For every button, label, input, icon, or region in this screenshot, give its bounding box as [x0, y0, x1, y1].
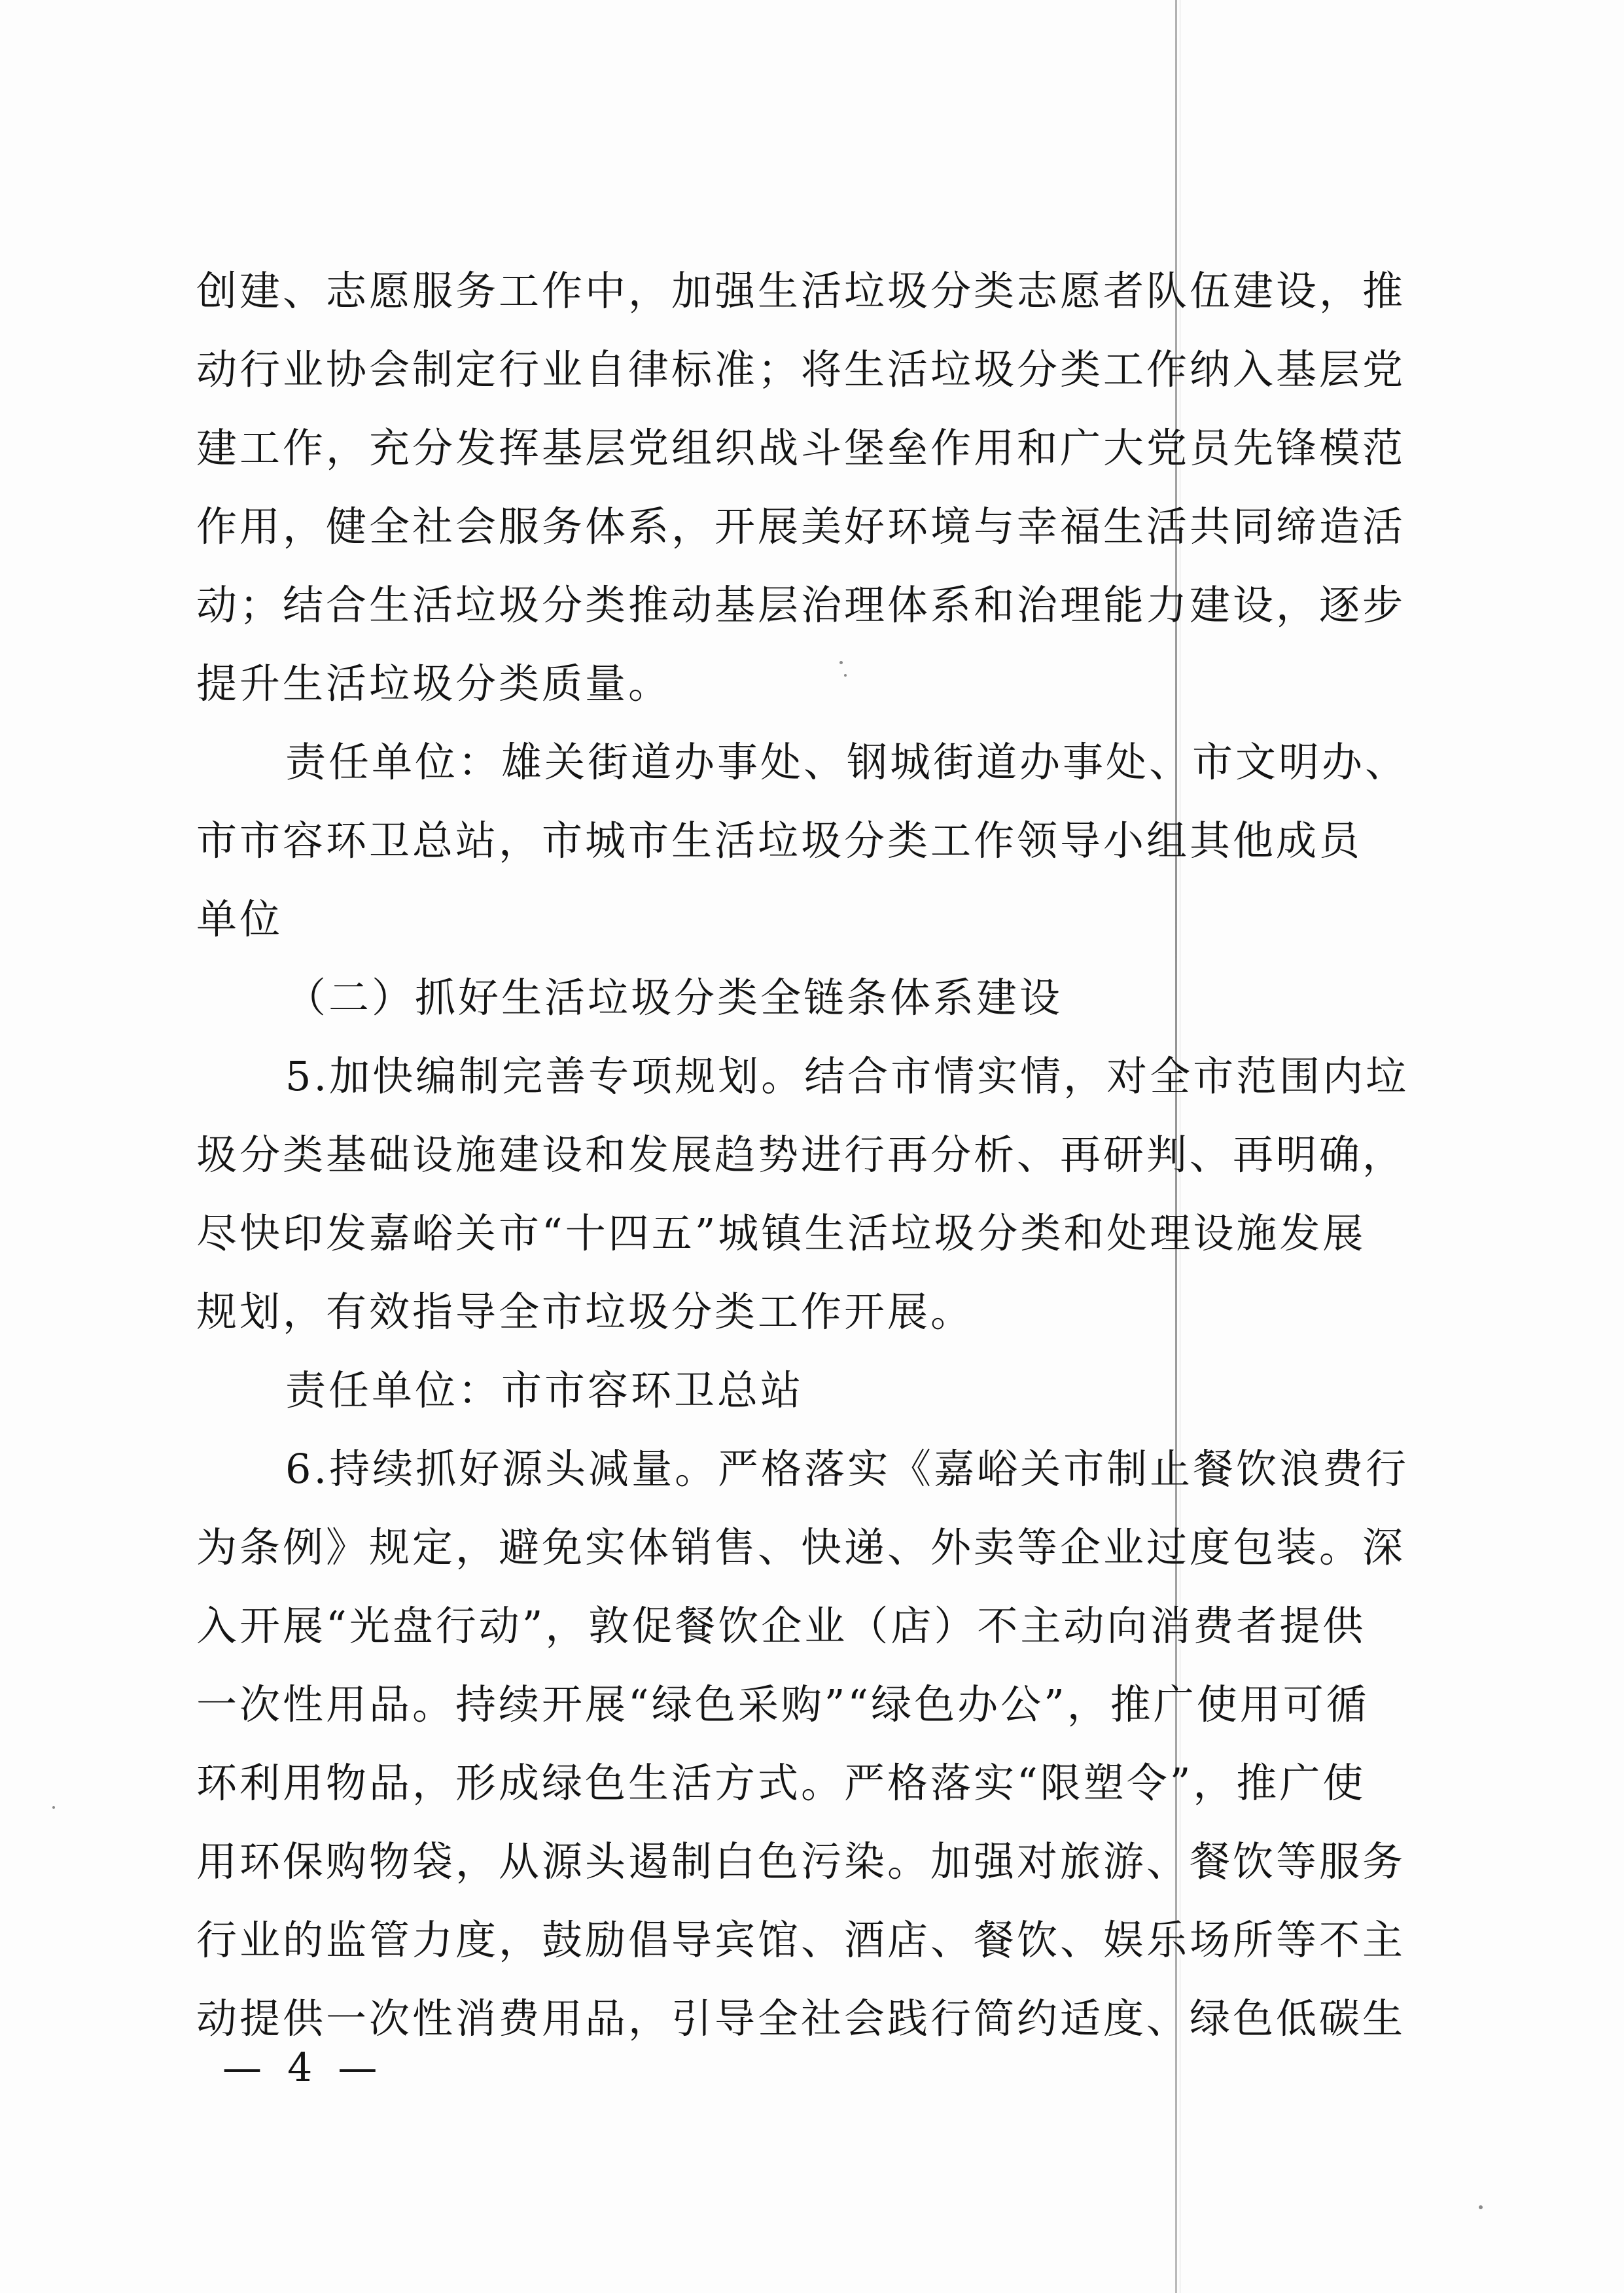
scan-speck: [52, 1806, 55, 1809]
text-line: 作用，健全社会服务体系，开展美好环境与幸福生活共同缔造活: [196, 503, 1406, 550]
text-line: 责任单位：雄关街道办事处、钢城街道办事处、市文明办、: [285, 738, 1409, 786]
paragraph-p3: [196, 1037, 1413, 1351]
paragraph-p1: [196, 252, 1413, 723]
text-line: 动提供一次性消费用品，引导全社会践行简约适度、绿色低碳生: [196, 1995, 1406, 2042]
body-text: [196, 252, 1413, 2058]
text-line: 市市容环卫总站，市城市生活垃圾分类工作领导小组其他成员: [196, 817, 1363, 864]
text-line: 责任单位：市市容环卫总站: [285, 1366, 804, 1414]
text-line: 动行业协会制定行业自律标准；将生活垃圾分类工作纳入基层党: [196, 346, 1406, 393]
text-line: 环利用物品，形成绿色生活方式。严格落实“限塑令”，推广使: [196, 1759, 1366, 1807]
text-line: 5.加快编制完善专项规划。结合市情实情，对全市范围内垃: [285, 1052, 1409, 1100]
text-line: 动；结合生活垃圾分类推动基层治理体系和治理能力建设，逐步: [196, 581, 1406, 629]
text-line: 尽快印发嘉峪关市“十四五”城镇生活垃圾分类和处理设施发展: [196, 1209, 1366, 1257]
text-line: 单位: [196, 895, 283, 943]
paragraph-p4-responsible-units: [196, 1351, 1413, 1430]
text-line: 创建、志愿服务工作中，加强生活垃圾分类志愿者队伍建设，推: [196, 267, 1406, 315]
section-heading-text: （二）抓好生活垃圾分类全链条体系建设: [285, 974, 1063, 1022]
page-number: — 4 —: [222, 2045, 384, 2091]
scan-speck: [1479, 2205, 1483, 2209]
text-line: 提升生活垃圾分类质量。: [196, 660, 672, 707]
text-line: 为条例》规定，避免实体销售、快递、外卖等企业过度包装。深: [196, 1523, 1406, 1571]
text-line: 用环保购物袋，从源头遏制白色污染。加强对旅游、餐饮等服务: [196, 1838, 1406, 1885]
text-line: 行业的监管力度，鼓励倡导宾馆、酒店、餐饮、娱乐场所等不主: [196, 1916, 1406, 1964]
section-heading: [196, 959, 1413, 1037]
text-line: 圾分类基础设施建设和发展趋势进行再分析、再研判、再明确，: [196, 1131, 1406, 1179]
paragraph-p5: [196, 1430, 1413, 2058]
text-line: 建工作，充分发挥基层党组织战斗堡垒作用和广大党员先锋模范: [196, 424, 1406, 472]
text-line: 一次性用品。持续开展“绿色采购”“绿色办公”，推广使用可循: [196, 1680, 1369, 1728]
text-line: 规划，有效指导全市垃圾分类工作开展。: [196, 1288, 974, 1336]
paragraph-p2-responsible-units: [196, 723, 1413, 959]
text-line: 入开展“光盘行动”，敦促餐饮企业（店）不主动向消费者提供: [196, 1602, 1366, 1650]
text-line: 6.持续抓好源头减量。严格落实《嘉峪关市制止餐饮浪费行: [285, 1445, 1409, 1493]
